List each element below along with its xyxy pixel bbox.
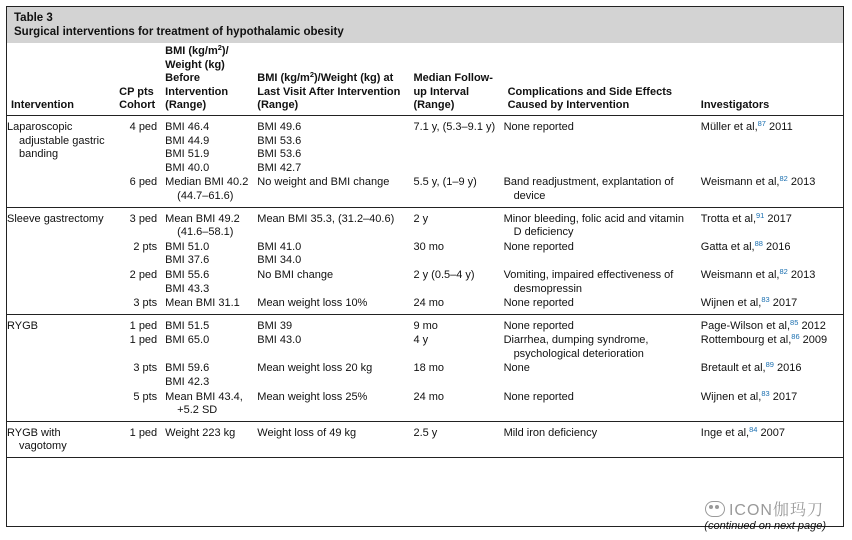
bmi-after-value: Mean weight loss 10%: [257, 297, 368, 310]
cell-bmi-before: [161, 296, 253, 314]
cell-intervention: [7, 268, 115, 296]
reference-link[interactable]: 86: [791, 332, 800, 342]
cell-intervention: [7, 390, 115, 422]
cell-cohort: 1 ped: [129, 319, 158, 332]
interventions-table: [7, 43, 843, 458]
bmi-before-value: BMI 42.3: [165, 376, 210, 389]
table-row: [7, 361, 843, 389]
continued-note: (continued on next page): [704, 520, 826, 532]
cell-cohort: 2 pts: [133, 240, 158, 253]
cell-investigators: Gatta et al,$^{88}$ 2016: [700, 238, 791, 253]
cell-bmi-before: [161, 115, 253, 175]
bmi-before-value: Mean BMI 49.2 (41.6–58.1): [165, 212, 240, 239]
cell-bmi-after: [253, 175, 409, 207]
cell-bmi-after: [253, 115, 409, 175]
cell-bmi-before: [161, 268, 253, 296]
cell-followup: 4 y: [413, 334, 429, 347]
header-row: [7, 43, 843, 115]
cell-bmi-after: [253, 240, 409, 268]
cell-investigators: Wijnen et al,$^{83}$ 2017: [697, 296, 843, 314]
cell-investigators: Trotta et al,$^{91}$ 2017: [700, 210, 792, 225]
table-row: [7, 421, 843, 457]
header-investigators: Investigators: [697, 43, 843, 115]
cell-complications: None reported: [504, 296, 697, 314]
table-row: [7, 268, 843, 296]
bmi-before-value: BMI 51.5: [165, 319, 210, 332]
cell-intervention: Sleeve gastrectomy: [7, 212, 104, 225]
cell-followup: 2 y (0.5–4 y): [413, 268, 475, 281]
header-bmi-after: BMI $(kg/m^2)$/Weight (kg) at Last Visit After Intervention (Range): [253, 43, 409, 115]
cell-bmi-before: [161, 175, 253, 207]
bmi-after-value: No weight and BMI change: [257, 176, 390, 189]
bmi-before-value: BMI 55.6: [165, 268, 210, 281]
bmi-before-value: BMI 44.9: [165, 134, 210, 147]
cell-bmi-after: [253, 296, 409, 314]
cell-complications: Band readjustment, explantation of device: [504, 175, 697, 207]
bmi-before-value: BMI 65.0: [165, 334, 210, 347]
table-title: Surgical interventions for treatment of hypothalamic obesity: [14, 26, 344, 38]
bmi-before-value: BMI 59.6: [165, 362, 210, 375]
cell-followup: 5.5 y, (1–9 y): [409, 175, 503, 207]
reference-link[interactable]: 91: [756, 210, 765, 220]
cell-investigators: Müller et al,$^{87}$ 2011: [700, 118, 793, 133]
cell-followup: 24 mo: [409, 390, 503, 422]
cell-investigators: Rottembourg et al,$^{86}$ 2009: [700, 332, 828, 347]
reference-link[interactable]: 88: [754, 238, 763, 248]
table-row: [7, 175, 843, 207]
table-label: Table 3: [14, 12, 53, 24]
cell-bmi-before: [161, 361, 253, 389]
bmi-before-value: BMI 51.9: [165, 148, 210, 161]
cell-cohort: 1 ped: [129, 334, 158, 347]
cell-bmi-before: [161, 390, 253, 422]
cell-followup: 18 mo: [413, 362, 445, 375]
bmi-before-value: BMI 51.0: [165, 240, 210, 253]
bmi-after-value: Mean BMI 35.3, (31.2–40.6): [257, 212, 395, 225]
cell-intervention: Laparoscopic adjustable gastric banding: [7, 120, 105, 161]
reference-link[interactable]: 84: [749, 424, 758, 434]
table-row: [7, 333, 843, 361]
reference-link[interactable]: 85: [790, 317, 799, 327]
reference-link[interactable]: 83: [761, 295, 770, 305]
cell-investigators: Wijnen et al,$^{83}$ 2017: [697, 390, 843, 422]
table-row: [7, 240, 843, 268]
header-cohort: CP pts Cohort: [115, 43, 161, 115]
cell-followup: 9 mo: [413, 319, 438, 332]
bmi-before-value: Median BMI 40.2 (44.7–61.6): [165, 176, 249, 202]
bmi-before-value: Mean BMI 31.1: [165, 297, 240, 310]
cell-intervention: [7, 175, 115, 207]
reference-link[interactable]: 87: [757, 118, 766, 128]
cell-cohort: 2 ped: [129, 268, 158, 281]
bmi-before-value: BMI 37.6: [165, 254, 210, 267]
table-row: [7, 296, 843, 314]
cell-complications: Mild iron deficiency: [504, 421, 697, 457]
cell-followup: 2 y: [413, 212, 429, 225]
bmi-before-value: Mean BMI 43.4, +5.2 SD: [165, 390, 243, 417]
cell-complications: Minor bleeding, folic acid and vitamin D deficiency: [503, 212, 684, 239]
wechat-icon: [705, 501, 725, 517]
reference-link[interactable]: 83: [761, 388, 770, 398]
header-bmi-before: BMI $(kg/m^2)/$ Weight (kg) Before Intervention (Range): [161, 43, 253, 115]
cell-bmi-after: [253, 421, 409, 457]
cell-intervention: [7, 361, 115, 389]
table-row: [7, 390, 843, 422]
cell-bmi-before: [161, 314, 253, 333]
bmi-after-value: BMI 53.6: [257, 148, 302, 161]
table-body: [7, 115, 843, 457]
cell-investigators: Weismann et al,$^{82}$ 2013: [700, 266, 816, 281]
table-row: [7, 207, 843, 240]
cell-bmi-after: [253, 268, 409, 296]
bmi-before-value: BMI 40.0: [165, 161, 210, 174]
cell-bmi-after: [253, 314, 409, 333]
cell-bmi-before: [161, 333, 253, 361]
bmi-after-value: BMI 49.6: [257, 120, 302, 133]
cell-cohort: 3 ped: [129, 212, 158, 225]
bmi-after-value: BMI 39: [257, 319, 293, 332]
watermark: [705, 497, 824, 520]
bmi-after-value: No BMI change: [257, 268, 334, 281]
table-caption: [7, 7, 843, 43]
cell-complications: None: [503, 362, 530, 375]
table-frame: [6, 6, 844, 527]
cell-investigators: Inge et al,$^{84}$ 2007: [697, 421, 843, 457]
reference-link[interactable]: 82: [779, 266, 788, 276]
bmi-before-value: BMI 43.3: [165, 282, 210, 295]
table-row: [7, 314, 843, 333]
cell-bmi-after: [253, 333, 409, 361]
bmi-after-value: BMI 43.0: [257, 334, 302, 347]
cell-bmi-after: [253, 390, 409, 422]
cell-investigators: Bretault et al,$^{89}$ 2016: [700, 360, 802, 375]
cell-cohort: 4 ped: [129, 120, 158, 133]
bmi-after-value: Mean weight loss 20 kg: [257, 362, 373, 375]
cell-cohort: 3 pts: [133, 362, 158, 375]
bmi-after-value: BMI 34.0: [257, 254, 302, 267]
reference-link[interactable]: 82: [779, 174, 788, 184]
header-followup: Median Follow-up Interval (Range): [409, 43, 503, 115]
cell-bmi-after: [253, 361, 409, 389]
cell-complications: Vomiting, impaired effectiveness of desmopressin: [503, 268, 674, 295]
bmi-after-value: BMI 53.6: [257, 134, 302, 147]
bmi-after-value: BMI 41.0: [257, 240, 302, 253]
bmi-after-value: Mean weight loss 25%: [257, 390, 368, 403]
bmi-after-value: Weight loss of 49 kg: [257, 426, 357, 439]
cell-followup: 7.1 y, (5.3–9.1 y): [413, 120, 496, 133]
cell-investigators: Page-Wilson et al,$^{85}$ 2012: [700, 317, 826, 332]
cell-followup: 30 mo: [413, 240, 445, 253]
reference-link[interactable]: 89: [765, 360, 774, 370]
cell-cohort: 6 ped: [115, 175, 161, 207]
cell-intervention: [7, 296, 115, 314]
cell-intervention: [7, 333, 115, 361]
cell-followup: 2.5 y: [409, 421, 503, 457]
cell-investigators: Weismann et al,$^{82}$ 2013: [697, 175, 843, 207]
bmi-before-value: Weight 223 kg: [165, 426, 236, 439]
cell-intervention: RYGB with vagotomy: [7, 421, 115, 457]
cell-bmi-after: [253, 207, 409, 240]
cell-intervention: [7, 240, 115, 268]
cell-complications: None reported: [503, 120, 574, 133]
cell-bmi-before: [161, 240, 253, 268]
table-row: [7, 115, 843, 175]
cell-bmi-before: [161, 207, 253, 240]
cell-cohort: 3 pts: [115, 296, 161, 314]
header-intervention: Intervention: [7, 43, 115, 115]
cell-followup: 24 mo: [409, 296, 503, 314]
cell-complications: None reported: [503, 240, 574, 253]
bmi-after-value: BMI 42.7: [257, 161, 302, 174]
watermark-text: ICON伽玛刀: [728, 502, 824, 519]
bmi-before-value: BMI 46.4: [165, 120, 210, 133]
cell-complications: Diarrhea, dumping syndrome, psychological deterioration: [503, 334, 649, 360]
cell-intervention: RYGB: [7, 319, 38, 332]
cell-complications: None reported: [503, 319, 574, 332]
cell-cohort: 1 ped: [115, 421, 161, 457]
header-complications: Complications and Side Effects Caused by Intervention: [504, 43, 697, 115]
cell-cohort: 5 pts: [115, 390, 161, 422]
cell-bmi-before: [161, 421, 253, 457]
cell-complications: None reported: [504, 390, 697, 422]
